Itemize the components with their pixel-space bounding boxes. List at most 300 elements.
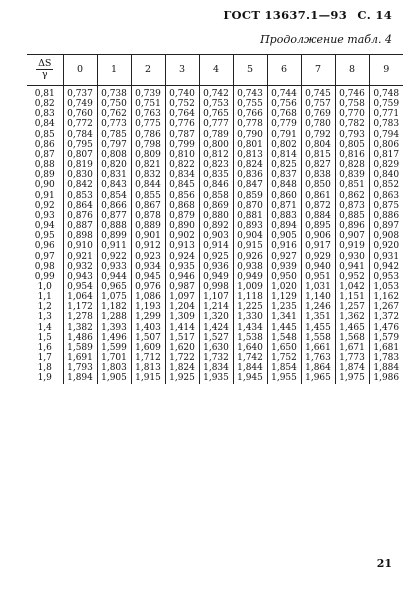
table-row	[27, 343, 403, 353]
delta-fraction	[36, 59, 53, 80]
table-cell: 0,886	[373, 210, 400, 221]
table-cell: 0,831	[97, 170, 131, 180]
row-label-cell: 1,4	[27, 323, 63, 333]
table-cell: 1,214	[199, 302, 233, 312]
table-row	[27, 282, 403, 292]
table-cell: 0,773	[97, 119, 131, 129]
table-cell: 0,851	[335, 180, 369, 190]
table-cell: 0,737	[63, 86, 97, 100]
table-caption: Продолжение табл. 4	[260, 33, 392, 46]
table-row	[27, 252, 403, 262]
table-cell: 1,538	[233, 333, 267, 343]
table-cell: 0,799	[165, 140, 199, 150]
table-cell: 0,828	[335, 160, 369, 170]
table-cell: 1,172	[63, 302, 97, 312]
table-cell: 0,949	[199, 272, 233, 282]
table-cell: 0,950	[267, 272, 301, 282]
table-cell: 1,884	[373, 363, 400, 374]
table-cell: 0,836	[233, 170, 267, 180]
table-cell: 0,827	[301, 160, 335, 170]
table-cell: 0,887	[63, 221, 97, 231]
table-cell: 1,341	[267, 312, 301, 322]
table-cell: 0,806	[373, 139, 400, 150]
table-cell: 0,789	[199, 130, 233, 140]
table-cell: 0,879	[165, 211, 199, 221]
table-row	[27, 363, 403, 373]
row-label-cell: 0,82	[27, 99, 63, 109]
row-label-cell: 0,90	[27, 180, 63, 190]
table-cell: 1,204	[165, 302, 199, 312]
table-cell: 0,901	[131, 231, 165, 241]
table-cell: 0,905	[267, 231, 301, 241]
table-cell: 1,075	[97, 292, 131, 302]
table-cell: 0,944	[97, 272, 131, 282]
table-cell: 1,915	[131, 373, 165, 383]
table-cell: 0,888	[97, 221, 131, 231]
table-cell: 1,320	[199, 312, 233, 322]
table-row	[27, 180, 403, 190]
table-cell: 0,954	[63, 282, 97, 292]
column-header: 5	[233, 55, 267, 86]
row-label-cell: 0,89	[27, 170, 63, 180]
table-cell: 0,953	[373, 271, 400, 282]
table-cell: 1,129	[267, 292, 301, 302]
table-cell: 1,681	[373, 342, 400, 353]
table-cell: 0,750	[97, 99, 131, 109]
table-cell: 1,517	[165, 333, 199, 343]
table-cell: 1,558	[301, 333, 335, 343]
table-cell: 1,496	[97, 333, 131, 343]
table-cell: 1,020	[267, 282, 301, 292]
table-row	[27, 119, 403, 129]
column-header: 7	[301, 55, 335, 86]
table-row	[27, 312, 403, 322]
table-row	[27, 99, 403, 109]
table-cell: 0,751	[131, 99, 165, 109]
table-body	[27, 86, 403, 384]
table-cell: 0,807	[63, 150, 97, 160]
table-cell: 0,899	[97, 231, 131, 241]
row-label-cell: 0,98	[27, 262, 63, 272]
table-cell: 0,965	[97, 282, 131, 292]
table-cell: 0,852	[373, 180, 400, 191]
table-cell: 0,752	[165, 99, 199, 109]
table-row	[27, 292, 403, 302]
table-cell: 0,842	[63, 180, 97, 190]
table-cell: 1,803	[97, 363, 131, 373]
table-cell: 1,107	[199, 292, 233, 302]
table-cell: 0,952	[335, 272, 369, 282]
table-cell: 0,748	[373, 89, 400, 99]
table-cell: 0,797	[97, 140, 131, 150]
table-cell: 1,257	[335, 302, 369, 312]
table-cell: 0,926	[233, 252, 267, 262]
table-cell: 1,309	[165, 312, 199, 322]
table-cell: 1,414	[165, 323, 199, 333]
table-row	[27, 160, 403, 170]
fraction-numerator: ΔS	[38, 58, 52, 70]
table-cell: 0,805	[335, 140, 369, 150]
table-cell: 0,903	[199, 231, 233, 241]
table-cell: 0,864	[63, 201, 97, 211]
table-cell: 0,847	[233, 180, 267, 190]
table-cell: 1,894	[63, 373, 97, 383]
table-cell: 1,691	[63, 353, 97, 363]
table-cell: 1,661	[301, 343, 335, 353]
table-cell: 0,780	[301, 119, 335, 129]
table-cell: 0,746	[335, 86, 369, 100]
table-cell: 0,743	[233, 86, 267, 100]
table-cell: 0,804	[301, 140, 335, 150]
table-cell: 1,945	[233, 373, 267, 383]
table-cell: 0,867	[131, 201, 165, 211]
table-cell: 0,936	[199, 262, 233, 272]
table-cell: 1,599	[97, 343, 131, 353]
table-cell: 0,862	[335, 191, 369, 201]
standard-code: ГОСТ 13637.1—93	[223, 8, 348, 22]
table-cell: 1,434	[233, 323, 267, 333]
table-cell: 0,908	[373, 231, 400, 242]
column-header: 1	[97, 55, 131, 86]
table-cell: 1,732	[199, 353, 233, 363]
table-cell: 1,086	[131, 292, 165, 302]
table-cell: 1,620	[165, 343, 199, 353]
table-cell: 1,986	[373, 373, 400, 384]
column-header: 6	[267, 55, 301, 86]
row-label-cell: 0,95	[27, 231, 63, 241]
table-cell: 0,920	[373, 241, 400, 252]
table-cell: 0,951	[301, 272, 335, 282]
data-table-wrapper	[27, 54, 403, 384]
table-cell: 0,987	[165, 282, 199, 292]
table-cell: 0,940	[301, 262, 335, 272]
table-cell: 0,876	[63, 211, 97, 221]
row-label-cell: 0,88	[27, 160, 63, 170]
table-cell: 0,795	[63, 140, 97, 150]
table-cell: 0,800	[199, 140, 233, 150]
table-header-row	[27, 55, 403, 86]
table-cell: 0,802	[267, 140, 301, 150]
table-cell: 0,829	[373, 160, 400, 171]
table-cell: 0,844	[131, 180, 165, 190]
table-cell: 0,830	[63, 170, 97, 180]
column-header: 9	[369, 55, 403, 86]
table-cell: 0,881	[233, 211, 267, 221]
data-table	[27, 54, 403, 384]
table-row	[27, 262, 403, 272]
table-cell: 0,760	[63, 109, 97, 119]
table-cell: 0,850	[301, 180, 335, 190]
table-cell: 1,246	[301, 302, 335, 312]
table-cell: 1,844	[233, 363, 267, 373]
table-cell: 0,848	[267, 180, 301, 190]
table-cell: 1,925	[165, 373, 199, 383]
table-cell: 0,744	[267, 86, 301, 100]
table-cell: 0,798	[131, 140, 165, 150]
table-cell: 1,330	[233, 312, 267, 322]
table-cell: 1,975	[335, 373, 369, 383]
row-label-cell: 0,84	[27, 119, 63, 129]
table-cell: 0,911	[97, 241, 131, 251]
table-cell: 1,671	[335, 343, 369, 353]
table-cell: 1,773	[335, 353, 369, 363]
table-row	[27, 86, 403, 100]
table-row	[27, 241, 403, 251]
table-row	[27, 272, 403, 282]
table-cell: 1,793	[63, 363, 97, 373]
table-cell: 0,949	[233, 272, 267, 282]
table-cell: 1,009	[233, 282, 267, 292]
table-cell: 0,816	[335, 150, 369, 160]
table-cell: 0,942	[373, 261, 400, 272]
column-header: 8	[335, 55, 369, 86]
table-cell: 1,712	[131, 353, 165, 363]
table-cell: 0,998	[199, 282, 233, 292]
table-row	[27, 333, 403, 343]
table-cell: 0,776	[165, 119, 199, 129]
table-cell: 1,225	[233, 302, 267, 312]
row-label-cell: 1,8	[27, 363, 63, 373]
table-cell: 0,821	[131, 160, 165, 170]
table-cell: 0,890	[165, 221, 199, 231]
table-cell: 0,854	[97, 191, 131, 201]
table-cell: 0,745	[301, 86, 335, 100]
row-label-cell: 0,87	[27, 150, 63, 160]
table-cell: 0,782	[335, 119, 369, 129]
table-cell: 0,915	[233, 241, 267, 251]
table-cell: 1,783	[373, 353, 400, 364]
table-cell: 1,824	[165, 363, 199, 373]
row-label-cell: 1,1	[27, 292, 63, 302]
table-cell: 1,465	[335, 323, 369, 333]
table-cell: 1,701	[97, 353, 131, 363]
table-cell: 0,906	[301, 231, 335, 241]
table-cell: 0,840	[373, 170, 400, 181]
table-cell: 0,837	[267, 170, 301, 180]
table-cell: 1,935	[199, 373, 233, 383]
table-row	[27, 150, 403, 160]
table-cell: 1,568	[335, 333, 369, 343]
table-cell: 0,766	[233, 109, 267, 119]
row-label-cell: 0,97	[27, 252, 63, 262]
table-cell: 1,722	[165, 353, 199, 363]
table-cell: 0,819	[63, 160, 97, 170]
table-cell: 0,919	[335, 241, 369, 251]
table-cell: 0,758	[335, 99, 369, 109]
table-cell: 1,905	[97, 373, 131, 383]
table-cell: 0,910	[63, 241, 97, 251]
row-label-cell: 0,86	[27, 140, 63, 150]
table-cell: 0,786	[131, 130, 165, 140]
table-cell: 1,299	[131, 312, 165, 322]
table-cell: 1,424	[199, 323, 233, 333]
table-cell: 0,794	[373, 129, 400, 140]
table-cell: 0,769	[301, 109, 335, 119]
table-row	[27, 231, 403, 241]
table-cell: 0,932	[63, 262, 97, 272]
table-cell: 1,813	[131, 363, 165, 373]
table-cell: 1,609	[131, 343, 165, 353]
table-cell: 0,740	[165, 86, 199, 100]
header-cell-delta	[27, 55, 63, 86]
row-label-cell: 0,99	[27, 272, 63, 282]
table-cell: 1,486	[63, 333, 97, 343]
table-cell: 0,878	[131, 211, 165, 221]
table-cell: 0,925	[199, 252, 233, 262]
row-label-cell: 1,3	[27, 312, 63, 322]
table-cell: 1,874	[335, 363, 369, 373]
table-cell: 0,784	[63, 130, 97, 140]
table-cell: 1,548	[267, 333, 301, 343]
table-cell: 0,945	[131, 272, 165, 282]
table-cell: 0,834	[165, 170, 199, 180]
table-cell: 0,898	[63, 231, 97, 241]
table-cell: 0,894	[267, 221, 301, 231]
row-label-cell: 0,91	[27, 191, 63, 201]
table-cell: 0,921	[63, 252, 97, 262]
table-cell: 0,859	[233, 191, 267, 201]
table-cell: 0,913	[165, 241, 199, 251]
table-cell: 0,935	[165, 262, 199, 272]
table-cell: 0,757	[301, 99, 335, 109]
table-cell: 0,922	[97, 252, 131, 262]
table-cell: 0,880	[199, 211, 233, 221]
row-label-cell: 0,92	[27, 201, 63, 211]
table-cell: 1,630	[199, 343, 233, 353]
table-cell: 0,929	[301, 252, 335, 262]
table-cell: 0,815	[301, 150, 335, 160]
table-cell: 0,824	[233, 160, 267, 170]
table-cell: 0,938	[233, 262, 267, 272]
table-cell: 0,889	[131, 221, 165, 231]
fraction-denominator: γ	[41, 69, 48, 81]
table-cell: 1,151	[335, 292, 369, 302]
table-cell: 0,808	[97, 150, 131, 160]
table-cell: 0,825	[267, 160, 301, 170]
table-cell: 0,764	[165, 109, 199, 119]
table-cell: 0,835	[199, 170, 233, 180]
table-cell: 1,854	[267, 363, 301, 373]
table-cell: 0,877	[97, 211, 131, 221]
table-cell: 0,855	[131, 191, 165, 201]
table-cell: 0,870	[233, 201, 267, 211]
table-cell: 0,812	[199, 150, 233, 160]
table-cell: 0,934	[131, 262, 165, 272]
table-cell: 0,779	[267, 119, 301, 129]
table-cell: 0,946	[165, 272, 199, 282]
table-row	[27, 170, 403, 180]
table-cell: 1,955	[267, 373, 301, 383]
table-cell: 1,445	[267, 323, 301, 333]
table-cell: 1,362	[335, 312, 369, 322]
table-cell: 0,765	[199, 109, 233, 119]
table-cell: 0,792	[301, 130, 335, 140]
table-row	[27, 373, 403, 383]
table-cell: 0,933	[97, 262, 131, 272]
table-cell: 1,742	[233, 353, 267, 363]
table-cell: 0,860	[267, 191, 301, 201]
table-cell: 1,403	[131, 323, 165, 333]
table-row	[27, 140, 403, 150]
table-cell: 0,917	[301, 241, 335, 251]
table-cell: 0,845	[165, 180, 199, 190]
table-cell: 0,853	[63, 191, 97, 201]
table-cell: 0,791	[267, 130, 301, 140]
table-cell: 1,965	[301, 373, 335, 383]
table-cell: 1,393	[97, 323, 131, 333]
table-cell: 0,858	[199, 191, 233, 201]
table-cell: 1,527	[199, 333, 233, 343]
table-cell: 0,869	[199, 201, 233, 211]
table-cell: 0,923	[131, 252, 165, 262]
table-cell: 0,768	[267, 109, 301, 119]
table-cell: 0,866	[97, 201, 131, 211]
table-cell: 0,885	[335, 211, 369, 221]
column-header: 2	[131, 55, 165, 86]
table-cell: 1,834	[199, 363, 233, 373]
table-cell: 0,823	[199, 160, 233, 170]
table-cell: 1,278	[63, 312, 97, 322]
table-cell: 0,839	[335, 170, 369, 180]
table-cell: 0,924	[165, 252, 199, 262]
table-cell: 0,871	[267, 201, 301, 211]
table-cell: 1,118	[233, 292, 267, 302]
table-cell: 0,785	[97, 130, 131, 140]
table-cell: 1,640	[233, 343, 267, 353]
table-row	[27, 191, 403, 201]
table-cell: 1,031	[301, 282, 335, 292]
table-row	[27, 353, 403, 363]
table-cell: 0,907	[335, 231, 369, 241]
row-label-cell: 0,85	[27, 130, 63, 140]
table-cell: 1,064	[63, 292, 97, 302]
table-cell: 0,872	[301, 201, 335, 211]
table-cell: 0,897	[373, 221, 400, 232]
table-cell: 0,904	[233, 231, 267, 241]
page-ref: С. 14	[357, 8, 392, 22]
row-label-cell: 1,9	[27, 373, 63, 383]
table-cell: 0,753	[199, 99, 233, 109]
table-cell: 0,775	[131, 119, 165, 129]
table-cell: 0,738	[97, 86, 131, 100]
table-row	[27, 323, 403, 333]
table-cell: 0,943	[63, 272, 97, 282]
row-label-cell: 1,2	[27, 302, 63, 312]
table-cell: 0,755	[233, 99, 267, 109]
table-cell: 0,739	[131, 86, 165, 100]
table-cell: 0,927	[267, 252, 301, 262]
table-cell: 1,097	[165, 292, 199, 302]
table-cell: 0,809	[131, 150, 165, 160]
table-cell: 0,976	[131, 282, 165, 292]
table-cell: 0,817	[373, 149, 400, 160]
table-row	[27, 130, 403, 140]
table-cell: 0,787	[165, 130, 199, 140]
table-cell: 0,893	[233, 221, 267, 231]
column-header: 4	[199, 55, 233, 86]
table-cell: 0,863	[373, 190, 400, 201]
table-cell: 0,914	[199, 241, 233, 251]
table-cell: 1,589	[63, 343, 97, 353]
table-cell: 1,042	[335, 282, 369, 292]
table-cell: 0,875	[373, 200, 400, 211]
row-label-cell: 1,0	[27, 282, 63, 292]
table-cell: 0,941	[335, 262, 369, 272]
table-cell: 0,770	[335, 109, 369, 119]
row-label-cell: 0,93	[27, 211, 63, 221]
table-cell: 0,759	[373, 99, 400, 110]
table-cell: 1,507	[131, 333, 165, 343]
